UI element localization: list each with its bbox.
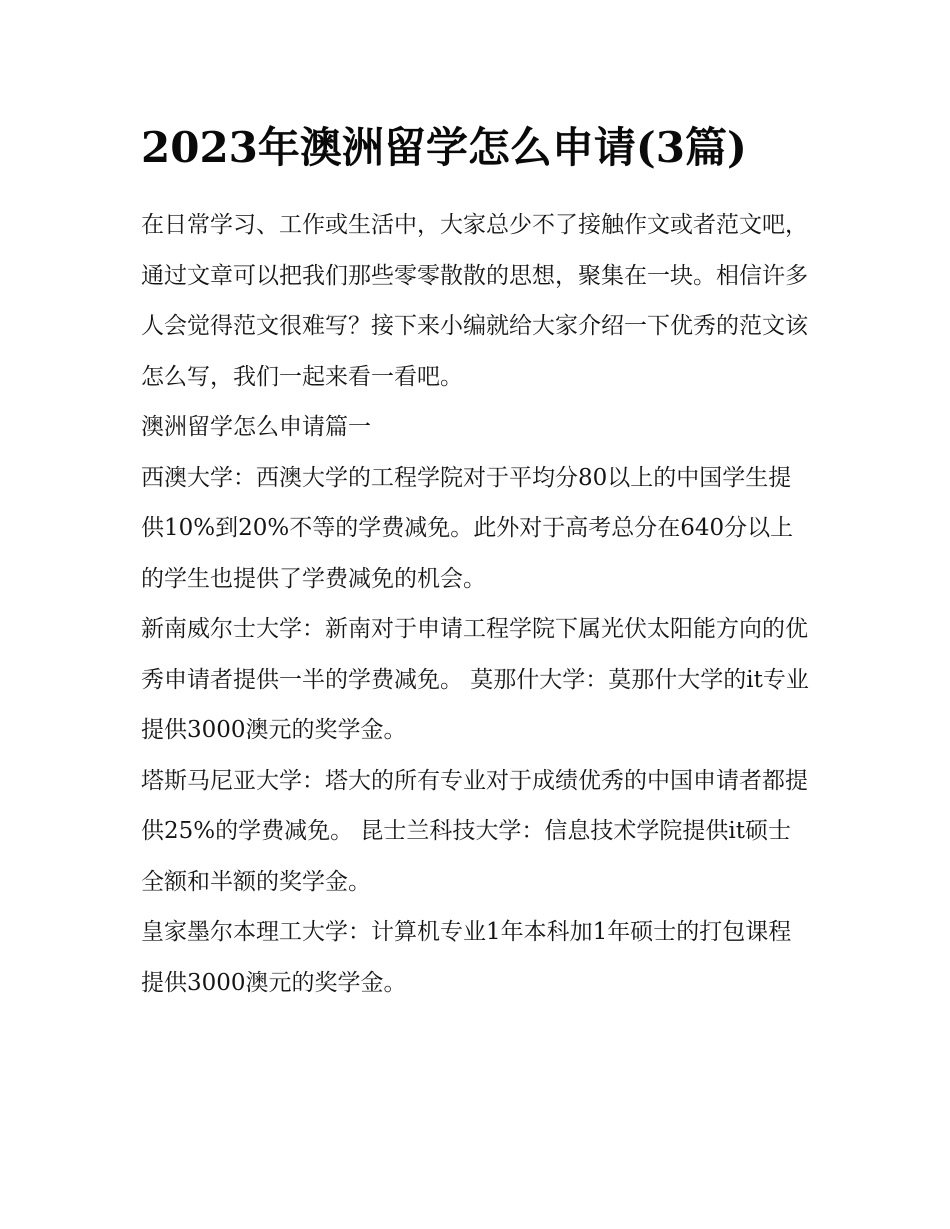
document-page bbox=[141, 118, 813, 1008]
paragraph-unsw-monash: 新南威尔士大学：新南对于申请工程学院下属光伏太阳能方向的优秀申请者提供一半的学费减免。 莫那什大学：莫那什大学的it专业提供3000澳元的奖学金。 bbox=[141, 616, 809, 743]
document-title: 2023年澳洲留学怎么申请(3篇) bbox=[141, 123, 747, 172]
paragraph-utas-qut: 塔斯马尼亚大学：塔大的所有专业对于成绩优秀的中国申请者都提供25%的学费减免。 昆士兰科技大学：信息技术学院提供it硕士全额和半额的奖学金。 bbox=[141, 767, 808, 895]
paragraph-rmit: 皇家墨尔本理工大学：计算机专业1年本科加1年硕士的打包课程提供3000澳元的奖学金。 bbox=[141, 919, 792, 996]
paragraph-uwa: 西澳大学：西澳大学的工程学院对于平均分80以上的中国学生提供10%到20%不等的学费减免。此外对于高考总分在640分以上的学生也提供了学费减免的机会。 bbox=[141, 464, 794, 592]
document-body bbox=[141, 200, 813, 1008]
section-heading: 澳洲留学怎么申请篇一 bbox=[141, 414, 371, 440]
intro-paragraph: 在日常学习、工作或生活中，大家总少不了接触作文或者范文吧，通过文章可以把我们那些零零散散的思想，聚集在一块。相信许多人会觉得范文很难写？接下来小编就给大家介绍一下优秀的范文该怎么写，我们一起来看一看吧。 bbox=[141, 212, 808, 390]
